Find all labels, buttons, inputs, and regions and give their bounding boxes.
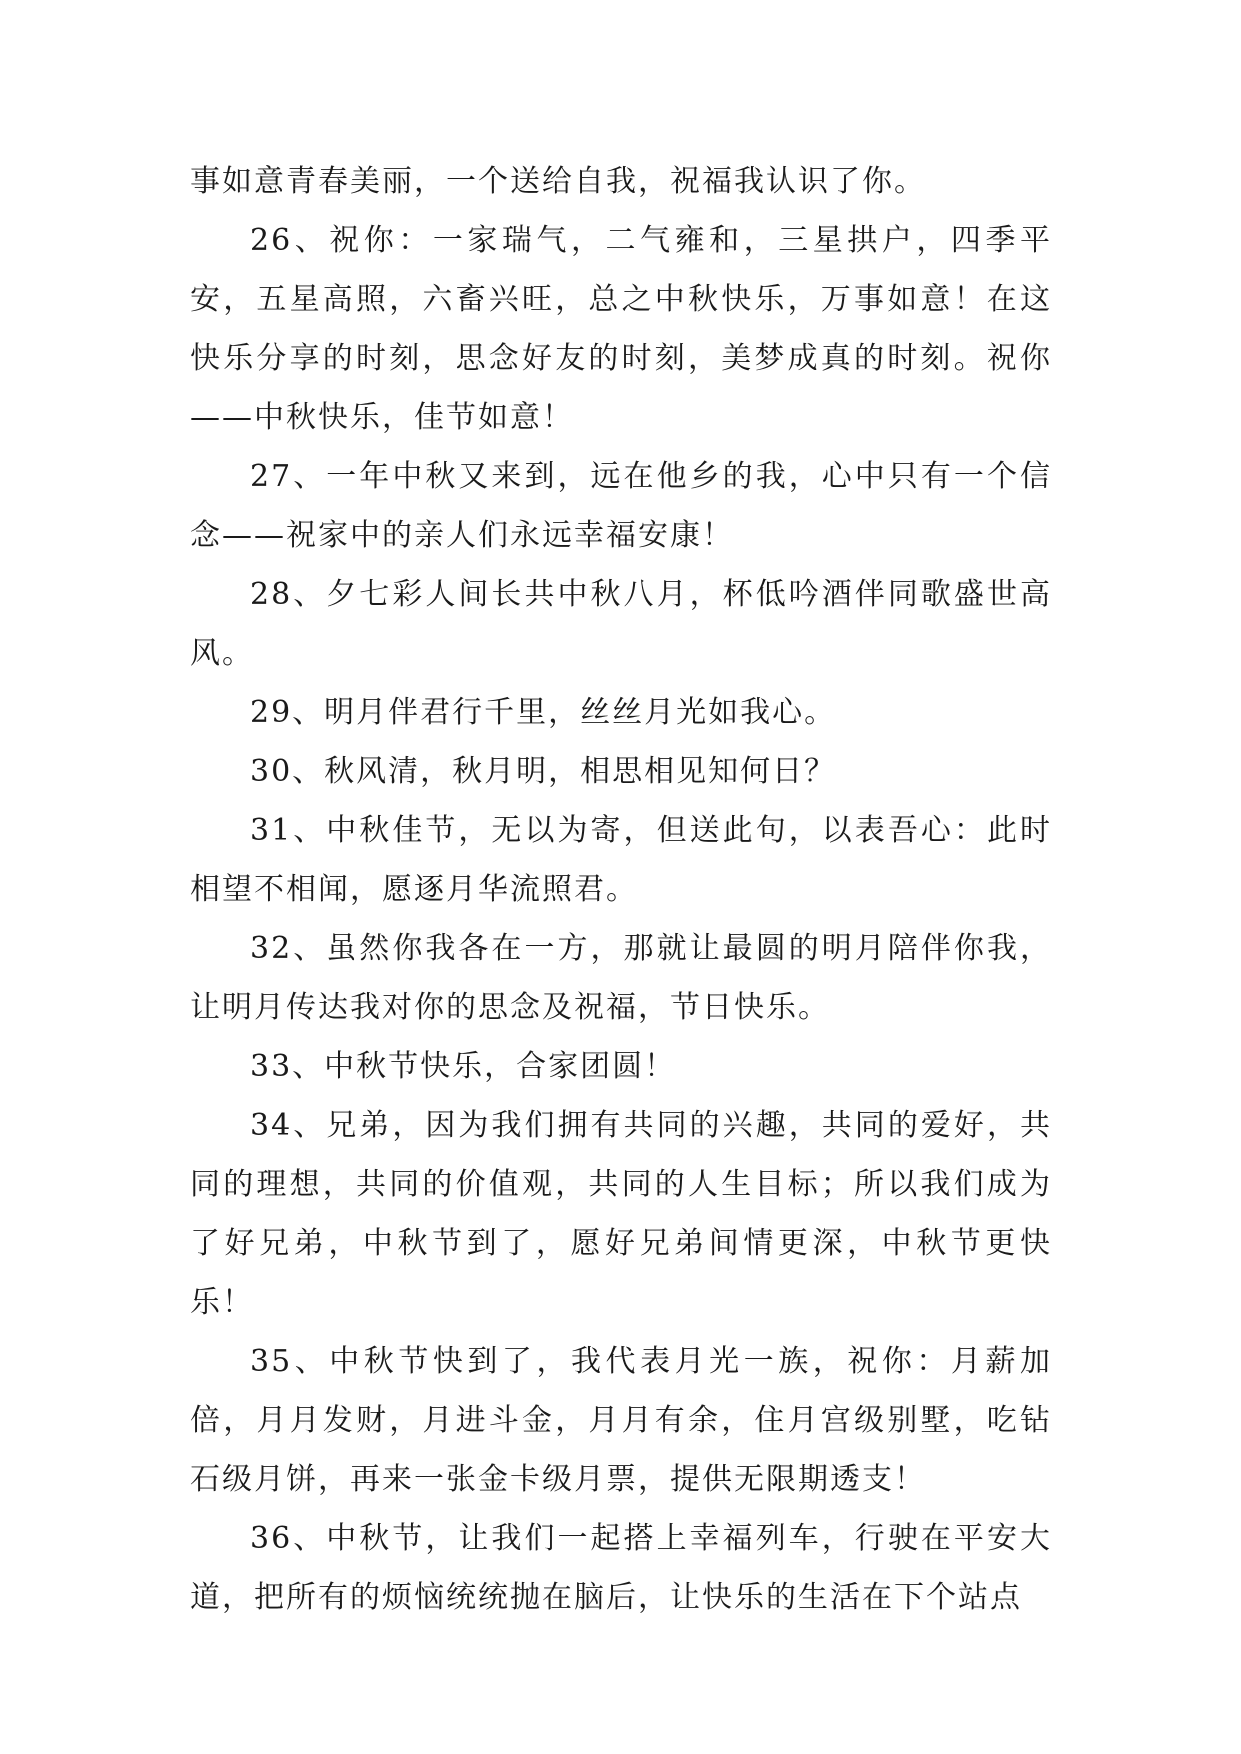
paragraph-29: 29、明月伴君行千里，丝丝月光如我心。 — [250, 695, 837, 730]
paragraph-27: 27、一年中秋又来到，远在他乡的我，心中只有一个信念——祝家中的亲人们永远幸福安康！ — [190, 459, 1052, 553]
document-body — [190, 152, 1052, 1627]
paragraph-continuation: 事如意青春美丽，一个送给自我，祝福我认识了你。 — [190, 164, 926, 199]
paragraph-31: 31、中秋佳节，无以为寄，但送此句，以表吾心：此时相望不相闻，愿逐月华流照君。 — [190, 813, 1052, 907]
paragraph-26: 26、祝你：一家瑞气，二气雍和，三星拱户，四季平安，五星高照，六畜兴旺，总之中秋快乐，万事如意！在这快乐分享的时刻，思念好友的时刻，美梦成真的时刻。祝你——中秋快乐，佳节如意！ — [190, 223, 1052, 435]
paragraph-36: 36、中秋节，让我们一起搭上幸福列车，行驶在平安大道，把所有的烦恼统统抛在脑后，让快乐的生活在下个站点 — [190, 1521, 1052, 1615]
paragraph-33: 33、中秋节快乐，合家团圆！ — [250, 1049, 677, 1084]
paragraph-34: 34、兄弟，因为我们拥有共同的兴趣，共同的爱好，共同的理想，共同的价值观，共同的人生目标；所以我们成为了好兄弟，中秋节到了，愿好兄弟间情更深，中秋节更快乐！ — [190, 1108, 1052, 1320]
paragraph-35: 35、中秋节快到了，我代表月光一族，祝你：月薪加倍，月月发财，月进斗金，月月有余，住月宫级别墅，吃钻石级月饼，再来一张金卡级月票，提供无限期透支！ — [190, 1344, 1052, 1497]
paragraph-32: 32、虽然你我各在一方，那就让最圆的明月陪伴你我，让明月传达我对你的思念及祝福，节日快乐。 — [190, 931, 1052, 1025]
paragraph-30: 30、秋风清，秋月明，相思相见知何日？ — [250, 754, 837, 789]
paragraph-28: 28、夕七彩人间长共中秋八月，杯低吟酒伴同歌盛世高风。 — [190, 577, 1052, 671]
